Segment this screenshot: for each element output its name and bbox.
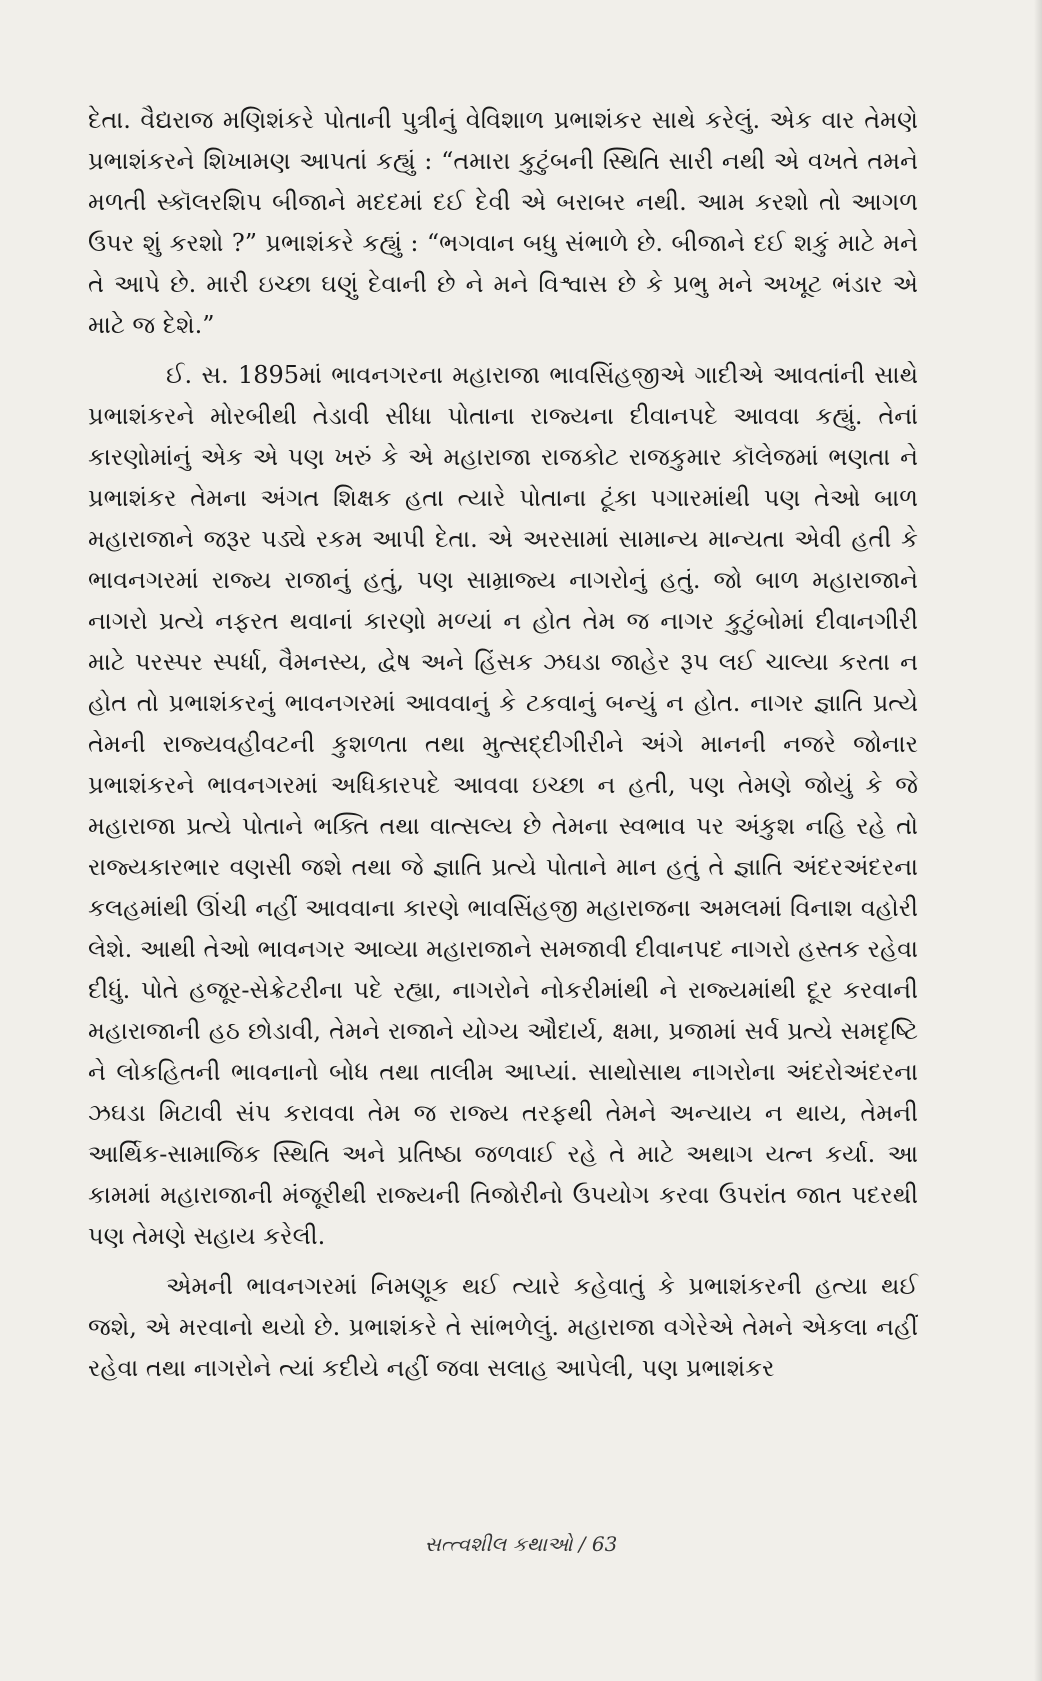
paragraph-3: એમની ભાવનગરમાં નિમણૂક થઈ ત્યારે કહેવાતું કે પ્રભાશંકરની હત્યા થઈ જશે, એ મરવાનો થયો છે. પ્રભાશંકરે તે સાંભળેલું. મહારાજા વગેરેએ તેમને એકલા નહીં રહેવા તથા નાગરોને ત્યાં કદીયે નહીં જવા સલાહ આપેલી, પણ પ્રભાશંકર <box>88 1272 918 1382</box>
page-footer: સત્ત્વશીલ કથાઓ / 63 <box>424 1532 618 1556</box>
paragraph-1: દેતા. વૈદ્યરાજ મણિશંકરે પોતાની પુત્રીનું વેવિશાળ પ્રભાશંકર સાથે કરેલું. એક વાર તેમણે પ્રભાશંકરને શિખામણ આપતાં કહ્યું : “તમારા કુટુંબની સ્થિતિ સારી નથી એ વખતે તમને મળતી સ્કૉલરશિપ બીજાને મદદમાં દઈ દેવી એ બરાબર નથી. આમ કરશો તો આગળ ઉપર શું કરશો ?” પ્રભાશંકરે કહ્યું : “ભગવાન બધુ સંભાળે છે. બીજાને દઈ શકું માટે મને તે આપે છે. મારી ઇચ્છા ઘણું દેવાની છે ને મને વિશ્વાસ છે કે પ્રભુ મને અખૂટ ભંડાર એ માટે જ દેશે.” <box>88 106 918 339</box>
scan-edge-shadow <box>1034 0 1042 1681</box>
paragraph-2: ઈ. સ. 1895માં ભાવનગરના મહારાજા ભાવસિંહજીએ ગાદીએ આવતાંની સાથે પ્રભાશંકરને મોરબીથી તેડાવી સીધા પોતાના રાજ્યના દીવાનપદે આવવા કહ્યું. તેનાં કારણોમાંનું એક એ પણ ખરું કે એ મહારાજા રાજકોટ રાજકુમાર કૉલેજમાં ભણતા ને પ્રભાશંકર તેમના અંગત શિક્ષક હતા ત્યારે પોતાના ટૂંકા પગારમાંથી પણ તેઓ બાળ મહારાજાને જરૂર પડ્યે રકમ આપી દેતા. એ અરસામાં સામાન્ય માન્યતા એવી હતી કે ભાવનગરમાં રાજ્ય રાજાનું હતું, પણ સામ્રાજ્ય નાગરોનું હતું. જો બાળ મહારાજાને નાગરો પ્રત્યે નફરત થવાનાં કારણો મળ્યાં ન હોત તેમ જ નાગર કુટુંબોમાં દીવાનગીરી માટે પરસ્પર સ્પર્ધા, વૈમનસ્ય, દ્વેષ અને હિંસક ઝઘડા જાહેર રૂપ લઈ ચાલ્યા કરતા ન હોત તો પ્રભાશંકરનું ભાવનગરમાં આવવાનું કે ટકવાનું બન્યું ન હોત. નાગર જ્ઞાતિ પ્રત્યે તેમની રાજ્યવહીવટની કુશળતા તથા મુત્સદ્દીગીરીને અંગે માનની નજરે જોનાર પ્રભાશંકરને ભાવનગરમાં અધિકારપદે આવવા ઇચ્છા ન હતી, પણ તેમણે જોયું કે જે મહારાજા પ્રત્યે પોતાને ભક્તિ તથા વાત્સલ્ય છે તેમના સ્વભાવ પર અંકુશ નહિ રહે તો રાજ્યકારભાર વણસી જશે તથા જે જ્ઞાતિ પ્રત્યે પોતાને માન હતું તે જ્ઞાતિ અંદરઅંદરના કલહમાંથી ઊંચી નહીં આવવાના કારણે ભાવસિંહજી મહારાજના અમલમાં વિનાશ વહોરી લેશે. આથી તેઓ ભાવનગર આવ્યા મહારાજાને સમજાવી દીવાનપદ નાગરો હસ્તક રહેવા દીધું. પોતે હજૂર-સેક્રેટરીના પદે રહ્યા, નાગરોને નોકરીમાંથી ને રાજ્યમાંથી દૂર કરવાની મહારાજાની હઠ છોડાવી, તેમને રાજાને યોગ્ય ઔદાર્ય, ક્ષમા, પ્રજામાં સર્વ પ્રત્યે સમદૃષ્ટિ ને લોકહિતની ભાવનાનો બોધ તથા તાલીમ આપ્યાં. સાથોસાથ નાગરોના અંદરોઅંદરના ઝઘડા મિટાવી સંપ કરાવવા તેમ જ રાજ્ય તરફથી તેમને અન્યાય ન થાય, તેમની આર્થિક-સામાજિક સ્થિતિ અને પ્રતિષ્ઠા જળવાઈ રહે તે માટે અથાગ યત્ન કર્યા. આ કામમાં મહારાજાની મંજૂરીથી રાજ્યની તિજોરીનો ઉપયોગ કરવા ઉપરાંત જાત પદરથી પણ તેમણે સહાય કરેલી. <box>88 361 918 1250</box>
body-text <box>88 100 918 1398</box>
